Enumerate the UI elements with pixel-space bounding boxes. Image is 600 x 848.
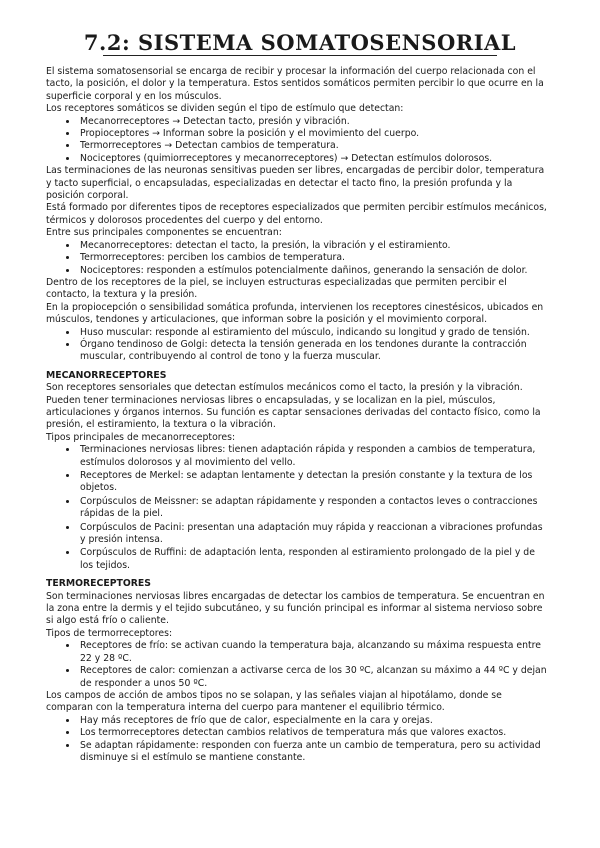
list-item: • Terminaciones nerviosas libres: tienen adaptación rápida y responden a cambios de temperatura, estímulos dolorosos y al movimiento del vello. [78,444,548,469]
section-paragraph: Tipos de termorreceptores: [46,627,173,639]
section-paragraph: Los campos de acción de ambos tipos no se solapan, y las señales viajan al hipotálamo, donde se comparan con la temperatura interna del cuerpo para mantener el equilibrio térmico. [46,689,502,714]
list-item: • Corpúsculos de Pacini: presentan una adaptación muy rápida y reaccionan a vibraciones profundas y presión intensa. [78,522,548,547]
list-item: • Los termorreceptores detectan cambios relativos de temperatura más que valores exactos. [78,727,548,739]
list-item: • Huso muscular: responde al estiramiento del músculo, indicando su longitud y grado de tensión. [78,327,548,339]
thermoreceptor-types-list [46,640,548,690]
list-item: • Mecanorreceptores → Detectan tacto, presión y vibración. [78,116,548,128]
list-item: • Propioceptores → Informan sobre la posición y el movimiento del cuerpo. [78,128,548,140]
section-paragraph: Son terminaciones nerviosas libres encargadas de detectar los cambios de temperatura. Se encuentran en la zona entre la dermis y el tejido subcutáneo, y su función principal es informar al sistema nervioso sobre si algo está frío o caliente. [46,590,545,627]
intro-paragraph: Las terminaciones de las neuronas sensitivas pueden ser libres, encargadas de percibir dolor, temperatura y tacto superficial, o encapsuladas, especializadas en detectar el tacto fino, la presión profunda y la posición corporal. [46,165,545,202]
section-paragraph: Tipos principales de mecanorreceptores: [46,431,236,443]
list-item: • Nociceptores (quimiorreceptores y mecanorreceptores) → Detectan estímulos dolorosos. [78,153,548,165]
section-heading-termoreceptores: TERMORECEPTORES [46,578,151,590]
title-underline [103,55,497,56]
components-list [46,240,548,277]
list-item: • Órgano tendinoso de Golgi: detecta la tensión generada en los tendones durante la contracción muscular, contribuyendo al control de tono y la fuerza muscular. [78,339,548,364]
list-item: • Termorreceptores → Detectan cambios de temperatura. [78,140,548,152]
list-item: • Receptores de calor: comienzan a activarse cerca de los 30 ºC, alcanzan su máximo a 44 ºC y dejan de responder a unos 50 ºC. [78,665,548,690]
receptor-type-list [46,116,548,166]
intro-paragraph: En la propiocepción o sensibilidad somática profunda, intervienen los receptores cinestésicos, ubicados en músculos, tendones y articulaciones, que informan sobre la posición y el movimiento corporal. [46,301,544,326]
intro-paragraph: Dentro de los receptores de la piel, se incluyen estructuras especializadas que permiten percibir el contacto, la textura y la presión. [46,276,507,301]
document-body [46,66,548,764]
intro-paragraph: Está formado por diferentes tipos de receptores especializados que permiten percibir estímulos mecánicos, térmicos y dolorosos procedentes del cuerpo y del entorno. [46,202,547,226]
list-item: • Receptores de frío: se activan cuando la temperatura baja, alcanzando su máxima respuesta entre 22 y 28 ºC. [78,640,548,665]
intro-paragraph: El sistema somatosensorial se encarga de recibir y procesar la información del cuerpo relacionada con el tacto, la posición, el dolor y la temperatura. Estos sentidos somáticos permiten percibir lo que ocurre en la superficie corporal y en los músculos. [46,66,544,102]
intro-paragraph: Los receptores somáticos se dividen según el tipo de estímulo que detectan: [46,103,404,115]
list-item: • Receptores de Merkel: se adaptan lentamente y detectan la presión constante y la textura de los objetos. [78,470,548,495]
list-item: • Mecanorreceptores: detectan el tacto, la presión, la vibración y el estiramiento. [78,240,548,252]
list-item: • Termorreceptores: perciben los cambios de temperatura. [78,252,548,264]
list-item: • Corpúsculos de Meissner: se adaptan rápidamente y responden a contactos leves o contracciones rápidas de la piel. [78,496,548,521]
section-paragraph: Son receptores sensoriales que detectan estímulos mecánicos como el tacto, la presión y la vibración. Pueden tener terminaciones nerviosas libres o encapsuladas, y se localizan en la piel, músculos, articulaciones y órganos internos. Su función es captar sensaciones derivadas del contacto físico, como la presión, el estiramiento, la textura o la vibración. [46,382,541,431]
list-item: • Corpúsculos de Ruffini: de adaptación lenta, responden al estiramiento prolongado de la piel y de los tejidos. [78,547,548,572]
list-item: • Hay más receptores de frío que de calor, especialmente en la cara y orejas. [78,715,548,727]
list-item: • Se adaptan rápidamente: responden con fuerza ante un cambio de temperatura, pero su actividad disminuye si el estímulo se mantiene constante. [78,740,548,765]
thermoreceptor-facts-list [46,715,548,765]
section-heading-mecanorreceptores: MECANORRECEPTORES [46,369,167,381]
list-item: • Nociceptores: responden a estímulos potencialmente dañinos, generando la sensación de dolor. [78,265,548,277]
page-title: 7.2: SISTEMA SOMATOSENSORIAL [83,30,517,55]
mecanoreceptor-types-list [46,444,548,572]
proprioception-list [46,327,548,364]
intro-paragraph: Entre sus principales componentes se encuentran: [46,227,282,239]
